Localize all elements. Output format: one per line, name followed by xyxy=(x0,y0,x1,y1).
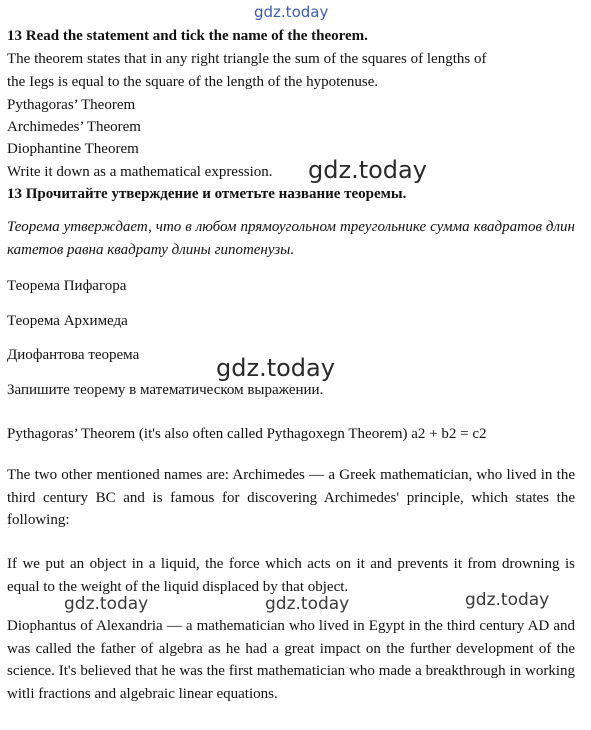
watermark-top: gdz.today xyxy=(254,3,329,21)
answer-formula-line: Pythagoras’ Theorem (it's also often called Pythagoxegn Theorem) a2 + b2 = c2 xyxy=(7,426,487,442)
russian-heading: 13 Прочитайте утверждение и отметьте название теоремы. xyxy=(7,186,407,202)
russian-option-pythagoras: Теорема Пифагора xyxy=(7,278,127,294)
english-instruction: Write it down as a mathematical expression. xyxy=(7,164,273,180)
english-option-archimedes: Archimedes’ Theorem xyxy=(7,119,141,135)
english-option-pythagoras: Pythagoras’ Theorem xyxy=(7,97,136,113)
answer-principle-paragraph: If we put an object in a liquid, the force which acts on it and prevents it from drowning is equal to the weight of the liquid displaced by that object. xyxy=(7,556,575,595)
answer-archimedes-paragraph: The two other mentioned names are: Archimedes — a Greek mathematician, who lived in the third century BC and is famous for discovering Archimedes' principle, which states the following: xyxy=(7,467,575,528)
russian-option-diophantine: Диофантова теорема xyxy=(7,347,140,363)
english-option-diophantine: Diophantine Theorem xyxy=(7,141,139,157)
russian-statement: Теорема утверждает, что в любом прямоугольном треугольнике сумма квадратов длин катетов равна квадрату длины гипотенузы. xyxy=(7,219,575,258)
watermark-bottom-center: gdz.today xyxy=(265,594,350,614)
watermark-bottom-right: gdz.today xyxy=(465,590,550,610)
english-statement-line-1: The theorem states that in any right triangle the sum of the squares of lengths of xyxy=(7,51,487,67)
english-heading: 13 Read the statement and tick the name of the theorem. xyxy=(7,28,368,44)
watermark-mid-2: gdz.today xyxy=(216,354,335,382)
answer-diophantus-paragraph: Diophantus of Alexandria — a mathematician who lived in Egypt in the third century AD and was called the father of algebra as he had a great impact on the further development of the science. It's believed that he was the first mathematician who made a breakthrough in working witli fractions and algebraic linear equations. xyxy=(7,618,575,702)
russian-instruction: Запишите теорему в математическом выражении. xyxy=(7,382,324,398)
watermark-mid-1: gdz.today xyxy=(308,156,427,184)
english-statement-line-2: the Iegs is equal to the square of the length of the hypotenuse. xyxy=(7,74,379,90)
russian-option-archimedes: Теорема Архимеда xyxy=(7,313,128,329)
watermark-bottom-left: gdz.today xyxy=(64,594,149,614)
